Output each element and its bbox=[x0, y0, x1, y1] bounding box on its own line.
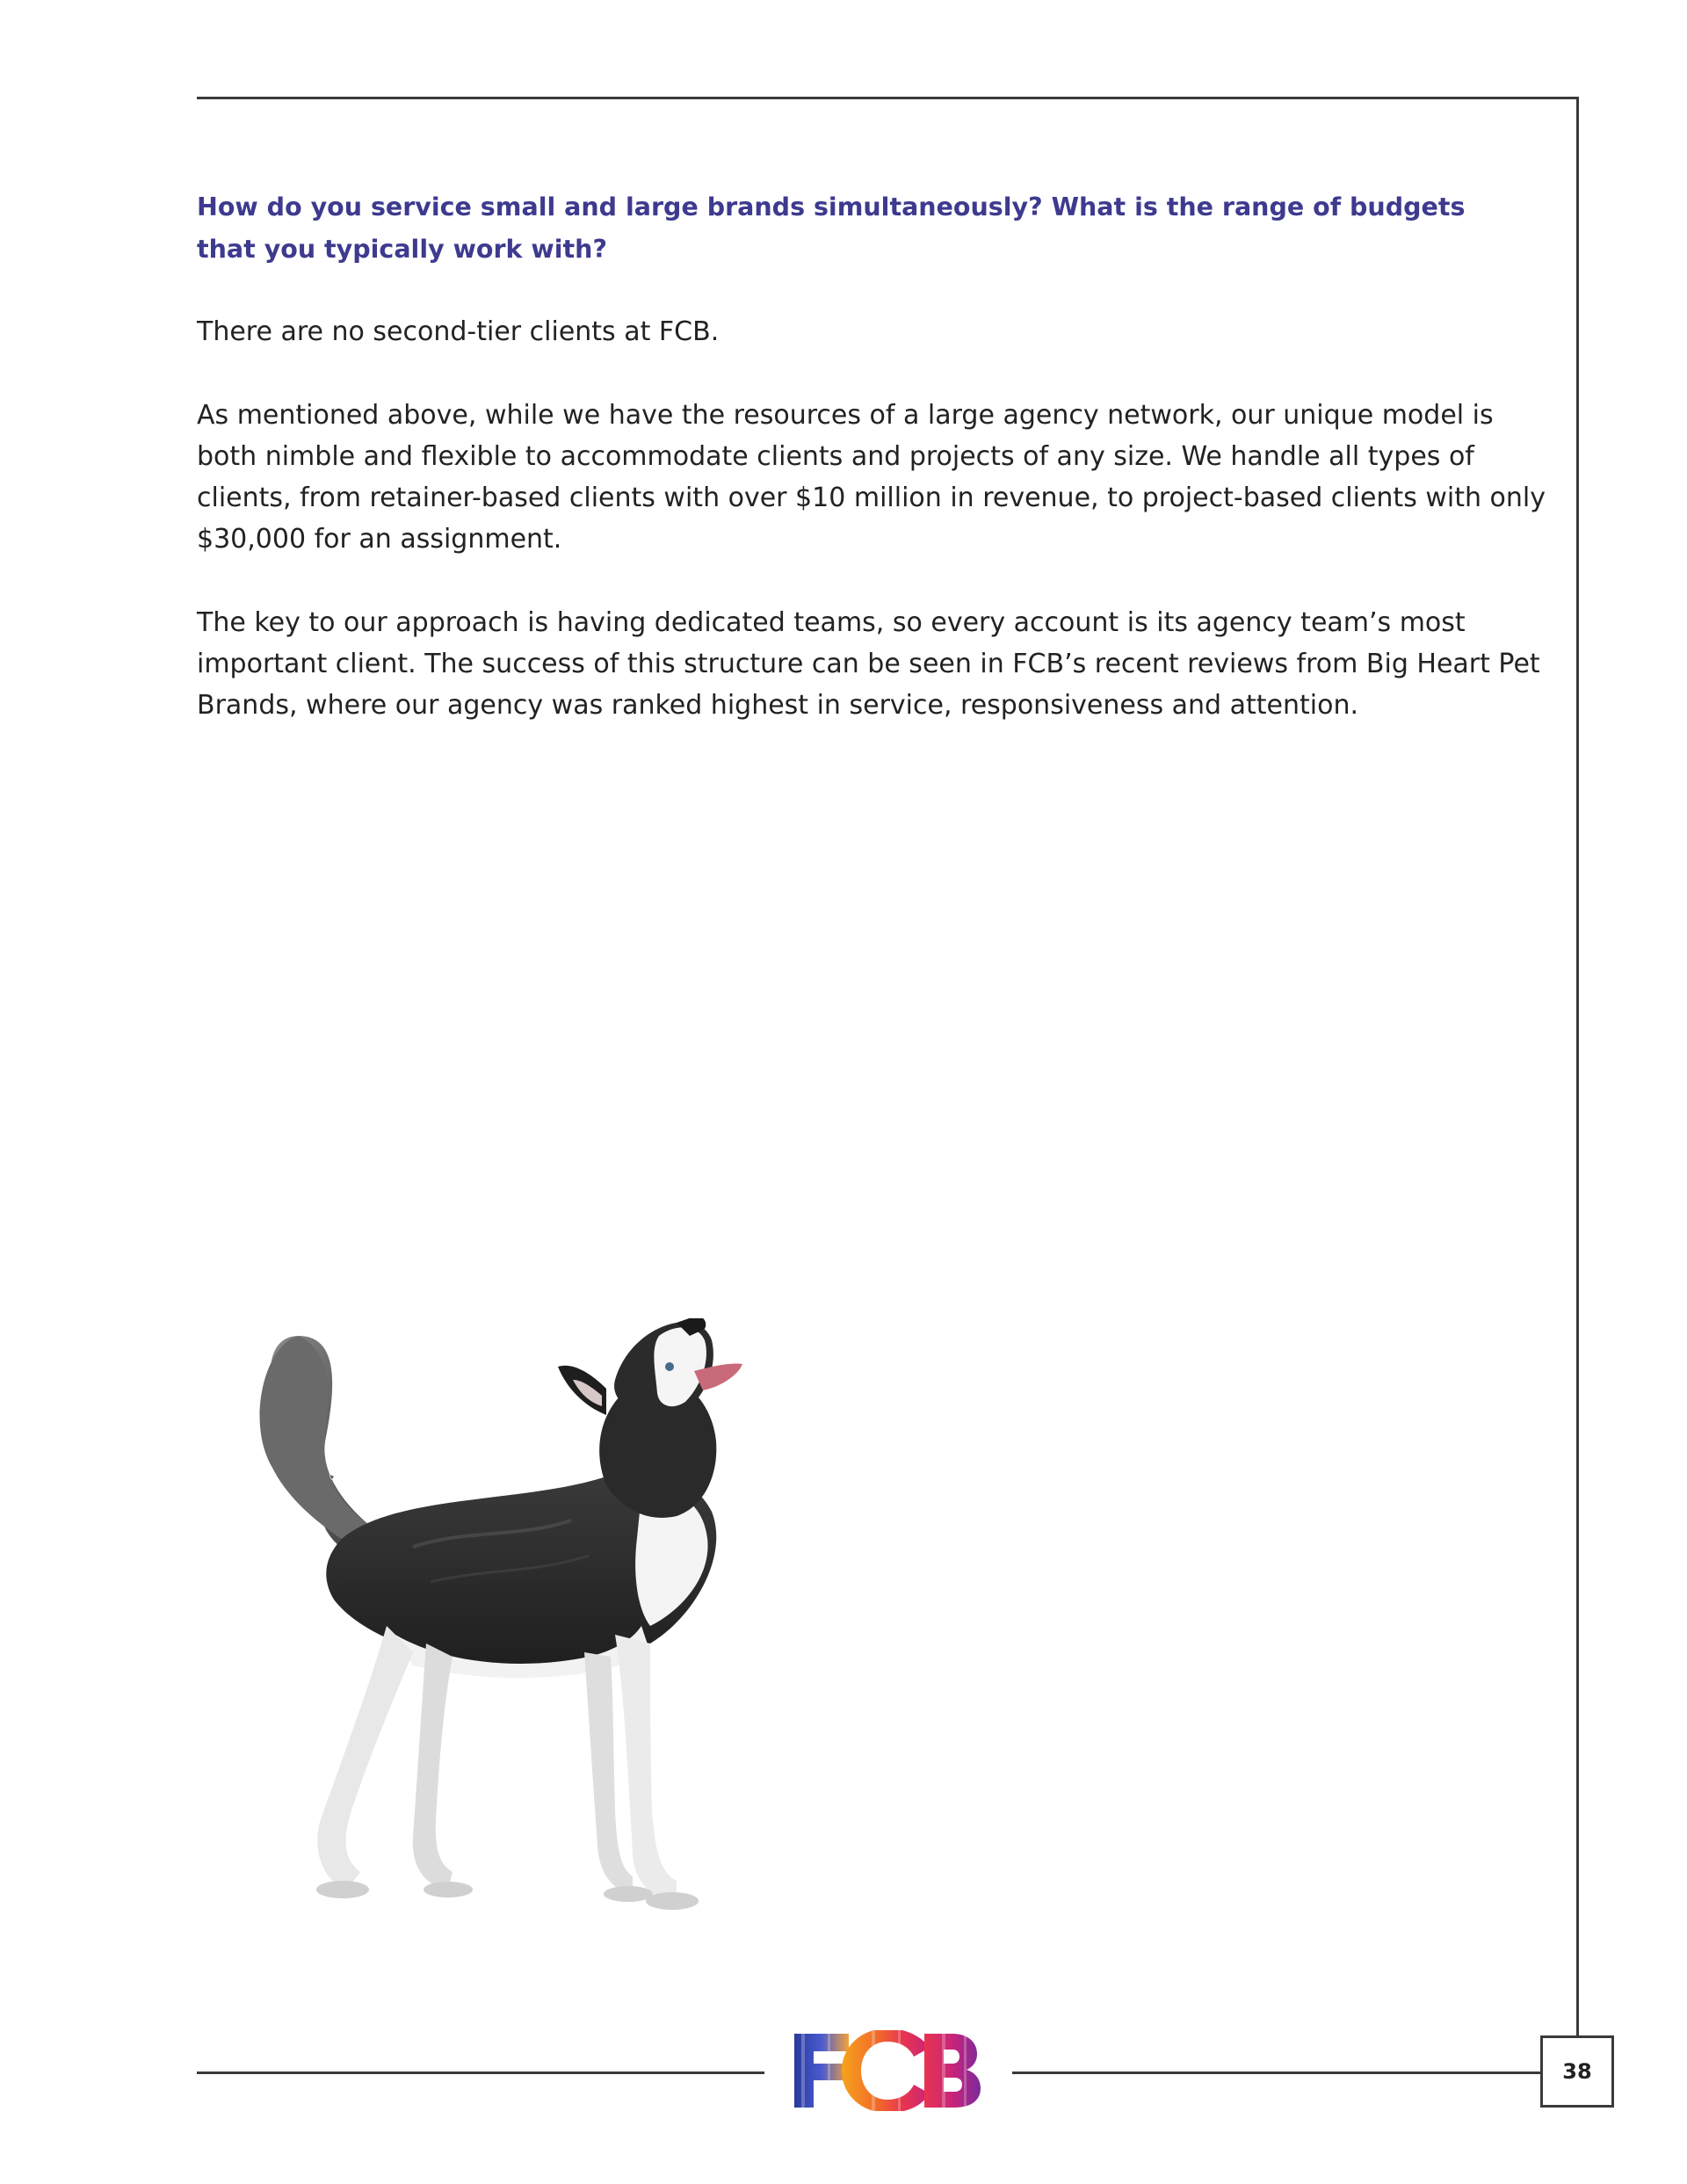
page-content bbox=[197, 186, 1550, 726]
dog-photo bbox=[237, 1318, 835, 1986]
frame-top-rule bbox=[197, 97, 1579, 99]
frame-right-rule bbox=[1576, 97, 1579, 2037]
answer-paragraph-3: The key to our approach is having dedicated teams, so every account is its agency team’s most important client. The success of this structure can be seen in FCB’s recent reviews from Big Heart Pet Brands, where our agency was ranked highest in service, responsiveness and attention. bbox=[197, 607, 1540, 721]
footer-rule-right bbox=[1012, 2072, 1542, 2074]
page-number: 38 bbox=[1540, 2035, 1614, 2108]
answer-paragraph-2: As mentioned above, while we have the resources of a large agency network, our unique model is both nimble and flexible to accommodate clients and projects of any size. We handle all types of clients, from retainer-based clients with over $10 million in revenue, to project-based clients with only $30,000 for an assignment. bbox=[197, 400, 1546, 555]
fcb-logo bbox=[793, 2030, 982, 2111]
footer-rule-left bbox=[197, 2072, 764, 2074]
answer-paragraph-1: There are no second-tier clients at FCB. bbox=[197, 316, 720, 347]
question-heading: How do you service small and large brands simultaneously? What is the range of budgets that you typically work with? bbox=[197, 192, 1466, 264]
